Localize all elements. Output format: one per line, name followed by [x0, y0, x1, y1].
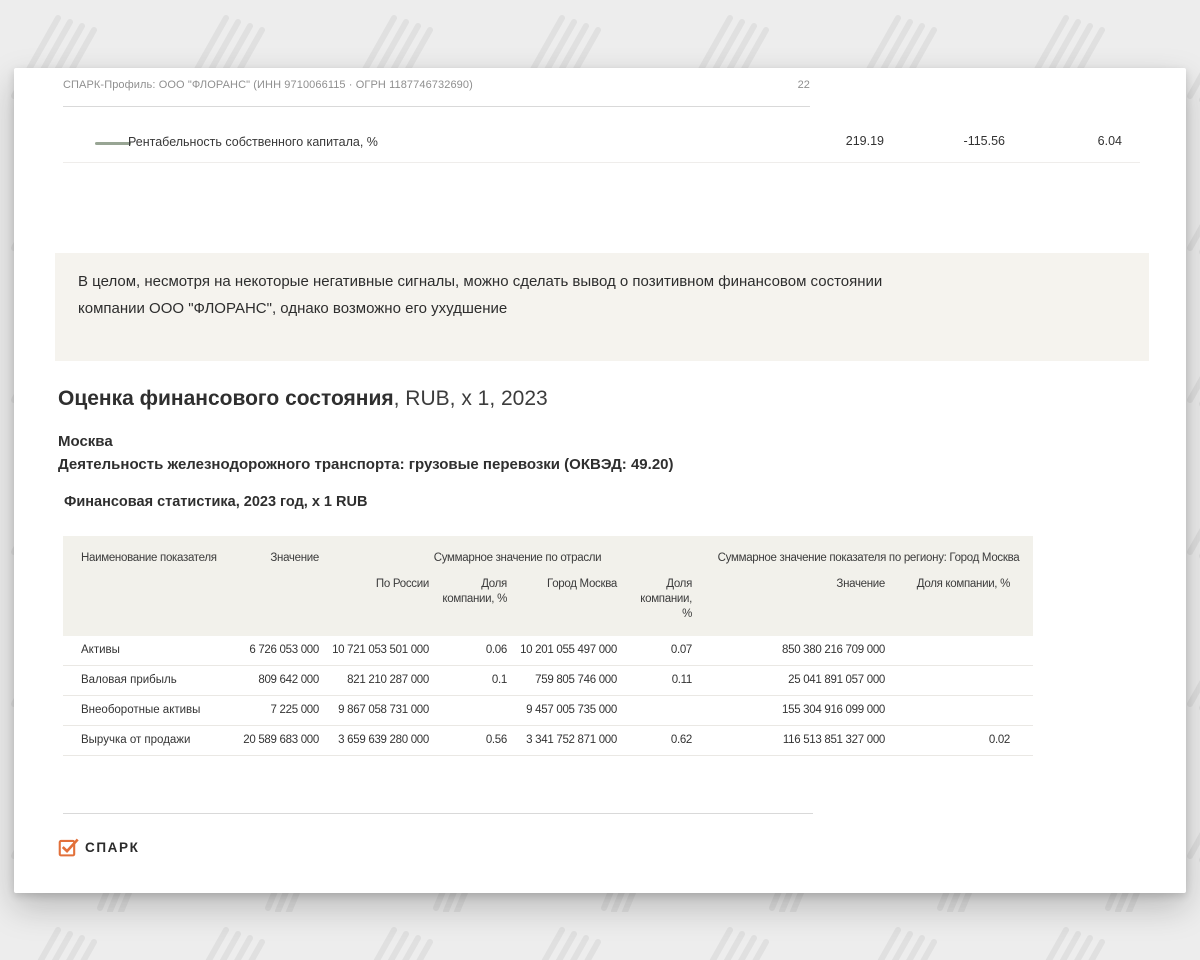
cell-russia: 821 210 287 000 [331, 666, 441, 696]
cell-region-share [897, 636, 1033, 666]
col-header-region-value: Значение [704, 571, 897, 636]
cell-value: 7 225 000 [243, 696, 331, 726]
table-row [63, 696, 1033, 726]
cell-region-value: 850 380 216 709 000 [704, 636, 897, 666]
metric-value-3: 6.04 [1097, 134, 1122, 148]
financial-statistics-table [63, 536, 1033, 756]
group-header-region: Суммарное значение показателя по региону: Город Москва [704, 536, 1033, 571]
cell-russia-share [441, 696, 519, 726]
table-row [63, 666, 1033, 696]
col-header-value: Значение [243, 536, 331, 636]
cell-value: 20 589 683 000 [243, 726, 331, 756]
cell-moscow-share [629, 696, 704, 726]
metric-value-1: 219.19 [845, 134, 884, 148]
row-indicator: Внеоборотные активы [63, 696, 243, 726]
row-indicator: Выручка от продажи [63, 726, 243, 756]
col-header-moscow: Город Москва [519, 571, 629, 636]
legend-line-swatch [95, 142, 131, 145]
col-header-indicator: Наименование показателя [63, 536, 243, 636]
cell-russia: 9 867 058 731 000 [331, 696, 441, 726]
cell-region-value: 155 304 916 099 000 [704, 696, 897, 726]
spark-logo [58, 837, 139, 858]
report-page [14, 68, 1186, 893]
metric-value-2: -115.56 [963, 134, 1005, 148]
cell-moscow: 9 457 005 735 000 [519, 696, 629, 726]
doc-title: СПАРК-Профиль: ООО "ФЛОРАНС" (ИНН 9710066115 · ОГРН 1187746732690) [63, 79, 473, 91]
section-title-main: Оценка финансового состояния [58, 387, 394, 410]
header-divider [63, 106, 810, 107]
cell-russia-share: 0.56 [441, 726, 519, 756]
brand-name: СПАРК [85, 840, 140, 855]
group-header-industry: Суммарное значение по отрасли [331, 536, 704, 571]
cell-moscow: 10 201 055 497 000 [519, 636, 629, 666]
cell-region-share [897, 696, 1033, 726]
cell-value: 809 642 000 [243, 666, 331, 696]
cell-moscow-share: 0.11 [629, 666, 704, 696]
cell-region-value: 116 513 851 327 000 [704, 726, 897, 756]
cell-moscow-share: 0.62 [629, 726, 704, 756]
col-header-region-share: Доля компании, % [897, 571, 1033, 636]
conclusion-callout [55, 253, 1149, 361]
region-heading: Москва [58, 433, 113, 450]
cell-region-share [897, 666, 1033, 696]
cell-russia-share: 0.06 [441, 636, 519, 666]
cell-region-value: 25 041 891 057 000 [704, 666, 897, 696]
section-title-suffix: , RUB, x 1, 2023 [393, 387, 548, 410]
footer-divider [63, 813, 813, 814]
conclusion-text: В целом, несмотря на некоторые негативные сигналы, можно сделать вывод о позитивном финансовом состоянии компании ООО "ФЛОРАНС", однако возможно его ухудшение [78, 273, 883, 317]
cell-value: 6 726 053 000 [243, 636, 331, 666]
running-header [63, 79, 810, 91]
col-header-russia: По России [331, 571, 441, 636]
cell-russia: 10 721 053 501 000 [331, 636, 441, 666]
cell-moscow-share: 0.07 [629, 636, 704, 666]
check-square-icon [58, 837, 79, 858]
row-indicator: Активы [63, 636, 243, 666]
col-header-moscow-share: Доля компании, % [629, 571, 704, 636]
table-title: Финансовая статистика, 2023 год, х 1 RUB [64, 494, 368, 510]
cell-russia: 3 659 639 280 000 [331, 726, 441, 756]
cell-moscow: 3 341 752 871 000 [519, 726, 629, 756]
row-divider [63, 162, 1140, 163]
section-title [58, 387, 548, 411]
table-row [63, 636, 1033, 666]
table-row [63, 726, 1033, 756]
row-indicator: Валовая прибыль [63, 666, 243, 696]
cell-moscow: 759 805 746 000 [519, 666, 629, 696]
page-number: 22 [797, 79, 810, 91]
cell-region-share: 0.02 [897, 726, 1033, 756]
col-header-russia-share: Доля компании, % [441, 571, 519, 636]
legend-label: Рентабельность собственного капитала, % [128, 135, 378, 149]
cell-russia-share: 0.1 [441, 666, 519, 696]
industry-heading: Деятельность железнодорожного транспорта: грузовые перевозки (ОКВЭД: 49.20) [58, 456, 674, 473]
